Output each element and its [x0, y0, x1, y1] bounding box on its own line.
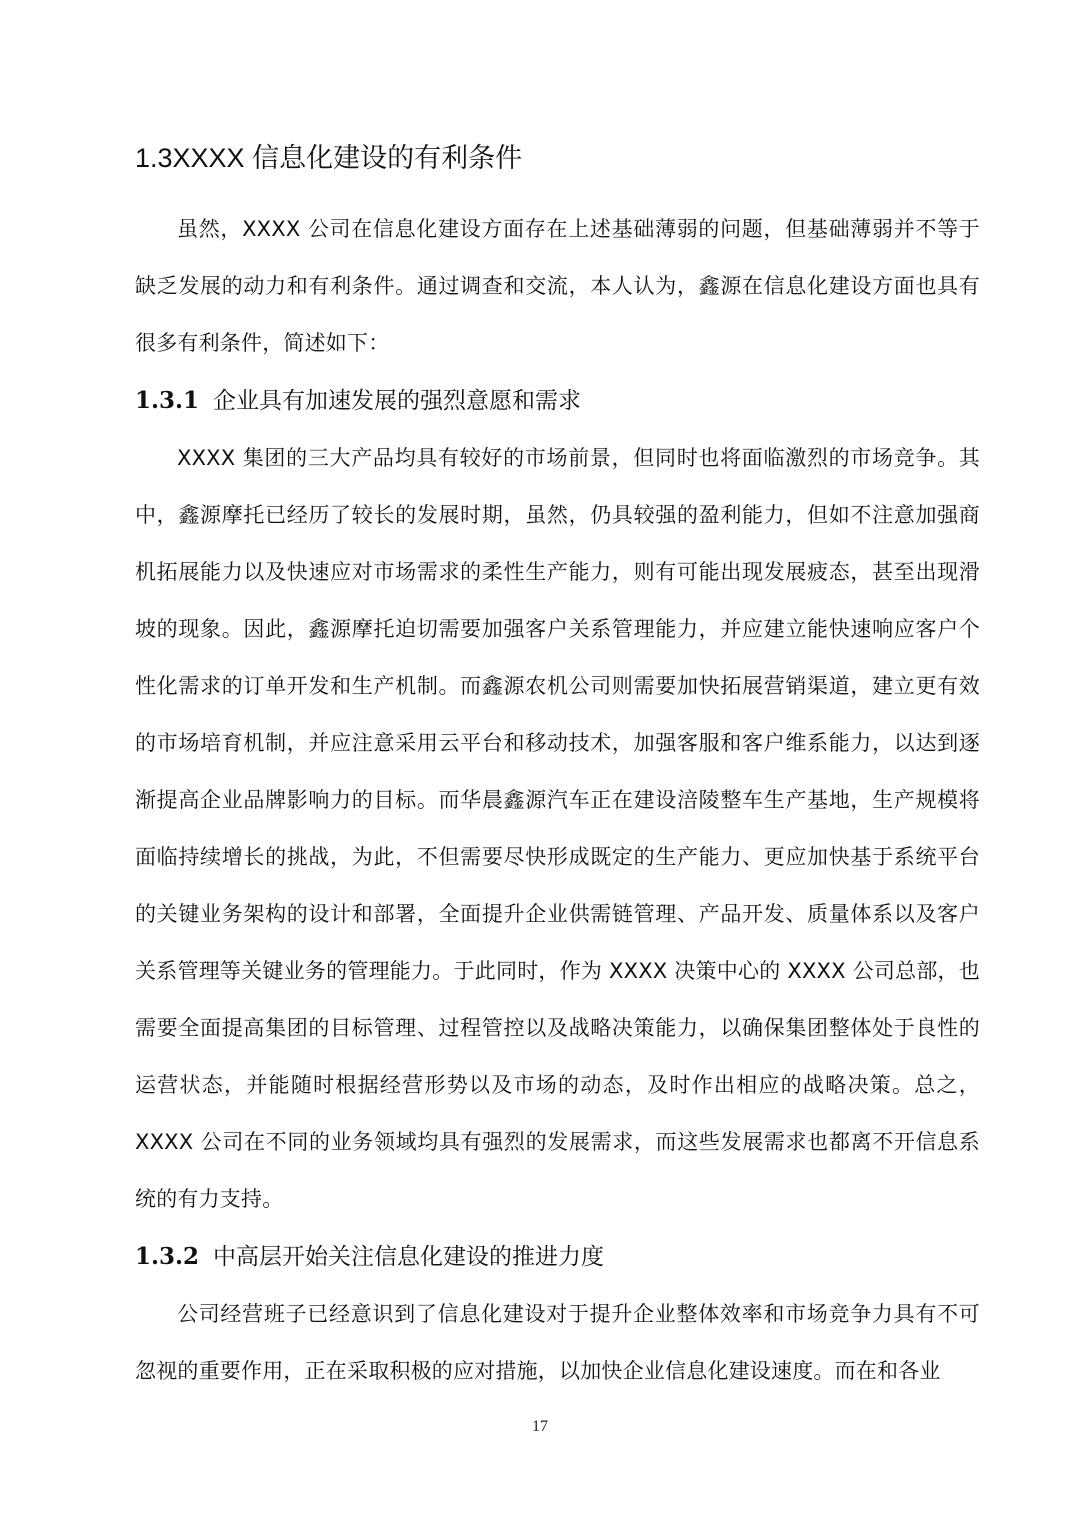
- subsection-number: 1.3.2: [135, 1243, 200, 1270]
- page-number: 17: [532, 1418, 548, 1435]
- subsection-number: 1.3.1: [135, 387, 200, 414]
- subsection-1-paragraph: XXXX 集团的三大产品均具有较好的市场前景，但同时也将面临激烈的市场竞争。其中，鑫源摩托已经历了较长的发展时期，虽然，仍具较强的盈利能力，但如不注意加强商机拓展能力以及快速应对市场需求的柔性生产能力，则有可能出现发展疲态，甚至出现滑坡的现象。因此，鑫源摩托迫切需要加强客户关系管理能力，并应建立能快速响应客户个性化需求的订单开发和生产机制。而鑫源农机公司则需要加快拓展营销渠道，建立更有效的市场培育机制，并应注意采用云平台和移动技术，加强客服和客户维系能力，以达到逐渐提高企业品牌影响力的目标。而华晨鑫源汽车正在建设涪陵整车生产基地，生产规模将面临持续增长的挑战，为此，不但需要尽快形成既定的生产能力、更应加快基于系统平台的关键业务架构的设计和部署，全面提升企业供需链管理、产品开发、质量体系以及客户关系管理等关键业务的管理能力。于此同时，作为 XXXX 决策中心的 XXXX 公司总部，也需要全面提高集团的目标管理、过程管控以及战略决策能力，以确保集团整体处于良性的运营状态，并能随时根据经营形势以及市场的动态，及时作出相应的战略决策。总之，XXXX 公司在不同的业务领域均具有强烈的发展需求，而这些发展需求也都离不开信息系统的有力支持。: [135, 446, 980, 1211]
- page-content: [135, 138, 980, 1400]
- subsection-2-paragraph: 公司经营班子已经意识到了信息化建设对于提升企业整体效率和市场竞争力具有不可忽视的重要作用，正在采取积极的应对措施，以加快企业信息化建设速度。而在和各业: [135, 1302, 980, 1383]
- subsection-title: 中高层开始关注信息化建设的推进力度: [213, 1244, 605, 1270]
- subsection-title: 企业具有加速发展的强烈意愿和需求: [213, 388, 582, 414]
- intro-paragraph: 虽然，XXXX 公司在信息化建设方面存在上述基础薄弱的问题，但基础薄弱并不等于缺乏发展的动力和有利条件。通过调查和交流，本人认为，鑫源在信息化建设方面也具有很多有利条件，简述如下：: [135, 217, 980, 355]
- subsection-heading-1: [135, 372, 980, 430]
- section-title: 1.3XXXX 信息化建设的有利条件: [135, 143, 523, 173]
- subsection-heading-2: [135, 1228, 980, 1286]
